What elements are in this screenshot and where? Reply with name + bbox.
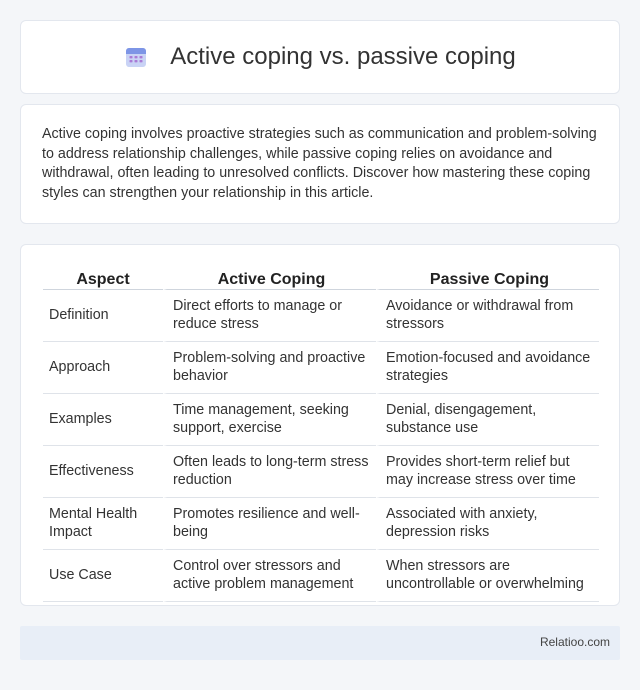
comparison-table	[43, 267, 599, 602]
intro-card	[20, 104, 620, 224]
column-header-active: Active Coping	[163, 267, 376, 290]
footer-brand[interactable]: Relatioo.com	[539, 635, 610, 649]
table-header-row	[43, 267, 599, 290]
table-row	[43, 342, 599, 394]
comparison-table-card	[20, 244, 620, 606]
row-active: Often leads to long-term stress reduction	[163, 446, 376, 498]
row-aspect: Approach	[43, 342, 163, 394]
header-card	[20, 20, 620, 94]
row-passive: Emotion-focused and avoidance strategies	[376, 342, 599, 394]
row-active: Promotes resilience and well-being	[163, 498, 376, 550]
row-aspect: Use Case	[43, 550, 163, 602]
row-aspect: Examples	[43, 394, 163, 446]
column-header-aspect: Aspect	[43, 267, 163, 290]
page-title: Active coping vs. passive coping	[170, 43, 516, 70]
row-aspect: Mental Health Impact	[43, 498, 163, 550]
row-active: Time management, seeking support, exercise	[163, 394, 376, 446]
table-row	[43, 550, 599, 602]
row-active: Problem-solving and proactive behavior	[163, 342, 376, 394]
table-row	[43, 394, 599, 446]
table-row	[43, 446, 599, 498]
table-row	[43, 498, 599, 550]
row-passive: Denial, disengagement, substance use	[376, 394, 599, 446]
intro-text: Active coping involves proactive strategies such as communication and problem-solving to address relationship challenges, while passive coping relies on avoidance and withdrawal, often leading to unresolved conflicts. Discover how mastering these coping styles can strengthen your relationship in this article.	[42, 126, 597, 201]
row-aspect: Effectiveness	[43, 446, 163, 498]
row-passive: Associated with anxiety, depression risks	[376, 498, 599, 550]
row-active: Control over stressors and active problem management	[163, 550, 376, 602]
row-active: Direct efforts to manage or reduce stress	[163, 290, 376, 342]
row-passive: Provides short-term relief but may increase stress over time	[376, 446, 599, 498]
column-header-passive: Passive Coping	[376, 267, 599, 290]
footer-bar	[20, 626, 620, 660]
table-row	[43, 290, 599, 342]
row-passive: When stressors are uncontrollable or overwhelming	[376, 550, 599, 602]
calendar-icon	[124, 45, 148, 69]
row-passive: Avoidance or withdrawal from stressors	[376, 290, 599, 342]
row-aspect: Definition	[43, 290, 163, 342]
